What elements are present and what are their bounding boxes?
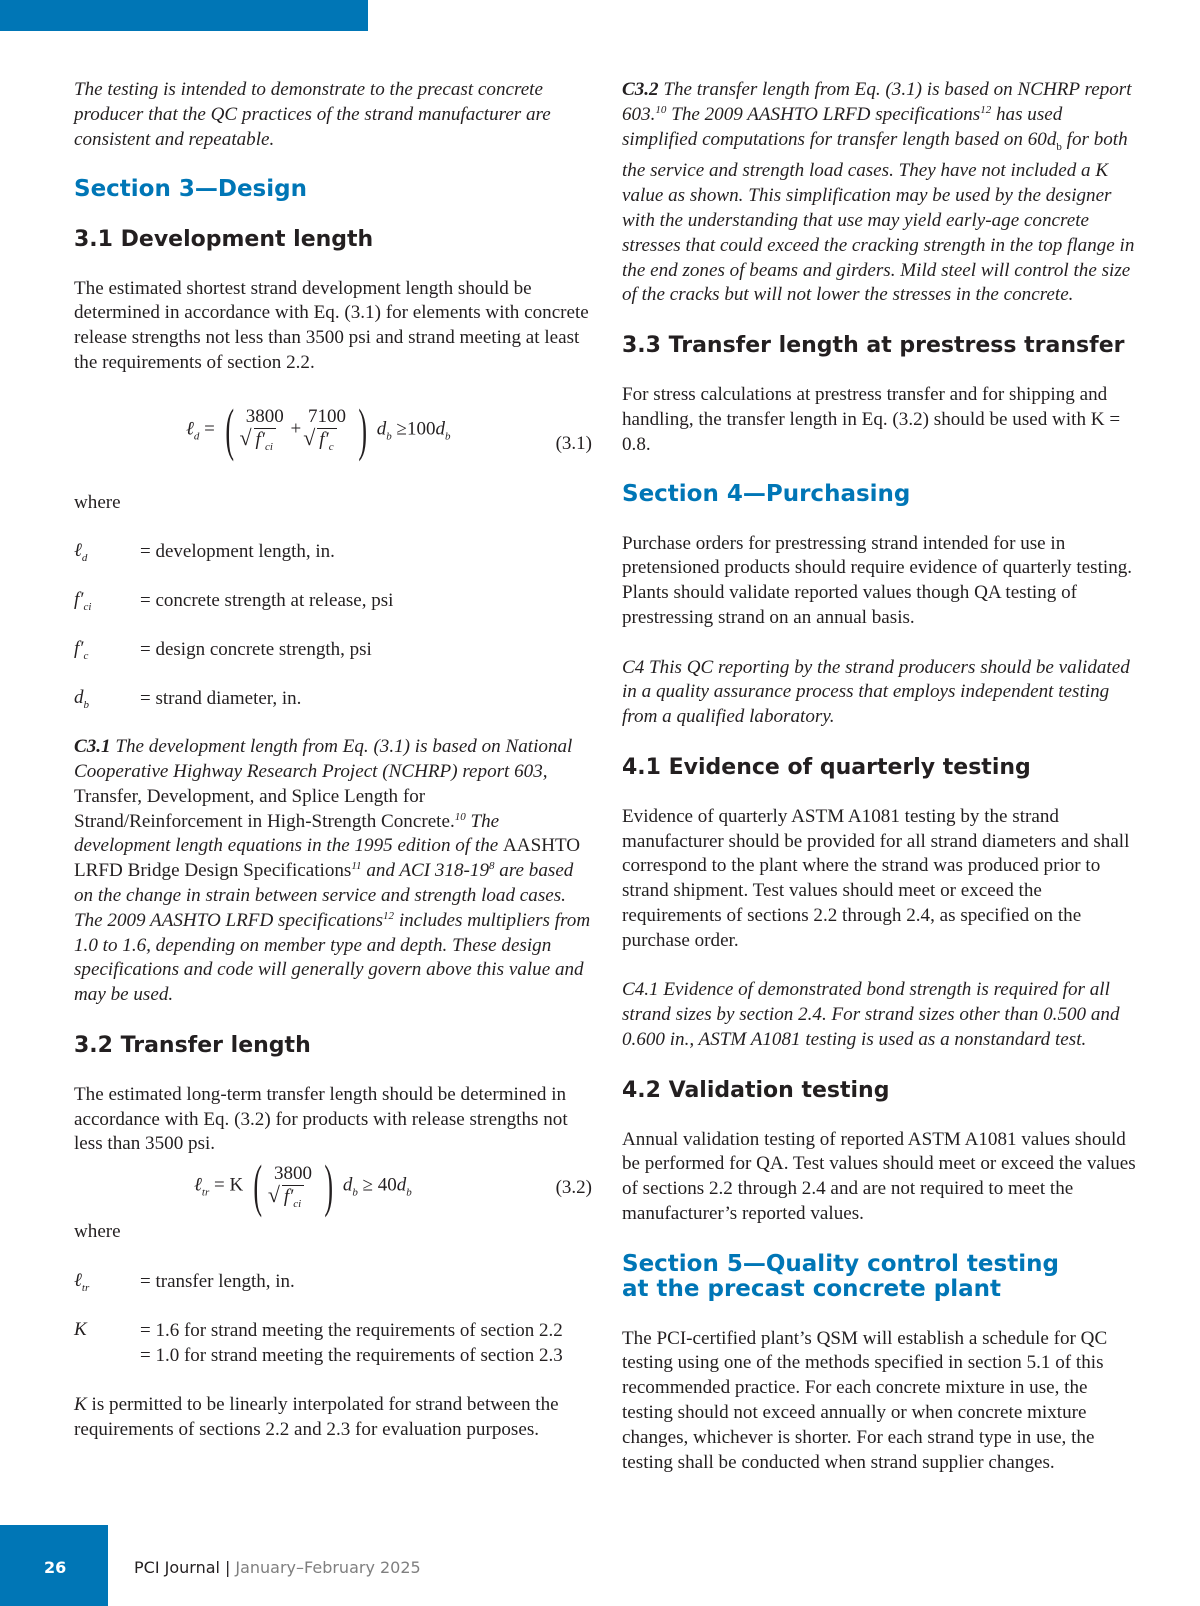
- issue-date: January–February 2025: [235, 1558, 421, 1577]
- paragraph-4-2: Annual validation testing of reported ASTM A1081 values should be performed for QA. Test values should meet or exceed the values of sections 2.2 through 2.4 and are not required to meet the manufacturer’s reported values.: [622, 1128, 1136, 1224]
- page-number: 26: [44, 1558, 67, 1577]
- section-5-heading: Section 5—Quality control testing at the precast concrete plant: [622, 1250, 1059, 1303]
- where-label: where: [74, 1221, 121, 1243]
- equation-number: (3.1): [555, 432, 592, 454]
- paragraph-5: The PCI-certified plant’s QSM will establish a schedule for QC testing using one of the methods specified in section 5.1 of this recommended practice. For each concrete mixture in use, the testing should not exceed annually or when concrete mixture changes, whichever is shorter. For each strand type in use, the testing shall be conducted when strand supplier changes.: [622, 1327, 1108, 1473]
- k-note-paragraph: K is permitted to be linearly interpolated for strand between the requirements of sections 2.2 and 2.3 for evaluation purposes.: [74, 1393, 559, 1440]
- equation-number: (3.2): [555, 1177, 592, 1199]
- variable-row: ℓ$_d$ = development length, in.: [74, 540, 335, 565]
- footer-separator: |: [224, 1558, 231, 1577]
- header-accent-bar: [0, 0, 368, 31]
- commentary-c4-1: C4.1 Evidence of demonstrated bond strength is required for all strand sizes by section 2.4. For strand sizes other than 0.500 and 0.600 in., ASTM A1081 testing is used as a nonstandard test.: [622, 979, 1120, 1050]
- variable-row: K = 1.6 for strand meeting the requirements of section 2.2 = 1.0 for strand meeting the requirements of section 2.3: [74, 1318, 563, 1366]
- equation-3-1: ℓ$_d$ = ( 3800 √ $f'_{ci}$ + 7100 √ $f'_c$ ) $d_b \ge 100d_b$ (3.1): [74, 401, 592, 491]
- heading-4-1: 4.1 Evidence of quarterly testing: [622, 754, 1031, 780]
- variable-row: $f'_{ci}$ = concrete strength at release, psi: [74, 589, 394, 614]
- commentary-c4: C4 This QC reporting by the strand producers should be validated in a quality assurance process that employs independent testing from a qualified laboratory.: [622, 656, 1130, 728]
- heading-3-1: 3.1 Development length: [74, 226, 374, 252]
- footer-journal: [134, 1558, 421, 1577]
- commentary-c3-2: C3.2 The transfer length from Eq. (3.1) is based on NCHRP report 603.10 The 2009 AASHTO LRFD specifications$^{12}$ has used simplified computations for transfer length based on $60d_b$ for both the service and strength load cases. They have not included a K value as shown. This simplification may be used by the designer with the understanding that use may yield early-age concrete stresses that could exceed the cracking strength in the top flange in the end zones of beams and girders. Mild steel will control the size of the cracks but will not lower the stresses in the concrete.: [622, 79, 1135, 306]
- journal-name: PCI Journal: [134, 1558, 220, 1577]
- variable-row: $d_b$ = strand diameter, in.: [74, 687, 302, 712]
- where-label: where: [74, 491, 121, 513]
- heading-3-3: 3.3 Transfer length at prestress transfer: [622, 332, 1125, 358]
- section-4-heading: Section 4—Purchasing: [622, 481, 911, 508]
- heading-4-2: 4.2 Validation testing: [622, 1077, 890, 1103]
- paragraph-4-1: Evidence of quarterly ASTM A1081 testing by the strand manufacturer should be provided for all strand diameters and shall correspond to the plant where the strand was produced prior to strand shipment. Test values should meet or exceed the requirements of sections 2.2 through 2.4, as specified on the purchase order.: [622, 805, 1130, 951]
- paragraph-3-2: The estimated long-term transfer length should be determined in accordance with Eq. (3.2) for products with release strengths not less than 3500 psi.: [74, 1083, 568, 1155]
- paragraph-3-1: The estimated shortest strand development length should be determined in accordance with Eq. (3.1) for elements with concrete release strengths not less than 3500 psi and strand meeting at least the requirements of section 2.2.: [74, 277, 589, 374]
- heading-3-2: 3.2 Transfer length: [74, 1032, 311, 1058]
- intro-paragraph: The testing is intended to demonstrate to the precast concrete producer that the QC practices of the strand manufacturer are consistent and repeatable.: [74, 79, 551, 150]
- variable-row: $f'_c$ = design concrete strength, psi: [74, 638, 372, 663]
- paragraph-3-3: For stress calculations at prestress transfer and for shipping and handling, the transfer length in Eq. (3.2) should be used with K = 0.8.: [622, 383, 1121, 455]
- left-column: [74, 78, 592, 1442]
- right-column: [622, 78, 1140, 1475]
- section-3-heading: Section 3—Design: [74, 176, 307, 203]
- paragraph-4: Purchase orders for prestressing strand intended for use in pretensioned products should require evidence of quarterly testing. Plants should validate reported values though QA testing of prestressing strand on an annual basis.: [622, 532, 1133, 629]
- commentary-c3-1: C3.1 The development length from Eq. (3.1) is based on National Cooperative Highway Research Project (NCHRP) report 603, Transfer, Development, and Splice Length for Strand/Reinforcement in High-Strength Concrete.$^{10}$ The development length equations in the 1995 edition of the AASHTO LRFD Bridge Design Specifications$^{11}$ and ACI $318-19^8$ are based on the change in strain between service and strength load cases. The 2009 AASHTO LRFD specifications$^{12}$ includes multipliers from 1.0 to 1.6, depending on member type and depth. These design specifications and code will generally govern above this value and may be used.: [74, 736, 591, 1006]
- equation-3-2: ℓ$_{tr}$ = K ( 3800 √ $f'_{ci}$ ) $d_b \ge 40d_b$ (3.2): [74, 1157, 592, 1235]
- variable-row: ℓ$_{tr}$ = transfer length, in.: [74, 1269, 295, 1294]
